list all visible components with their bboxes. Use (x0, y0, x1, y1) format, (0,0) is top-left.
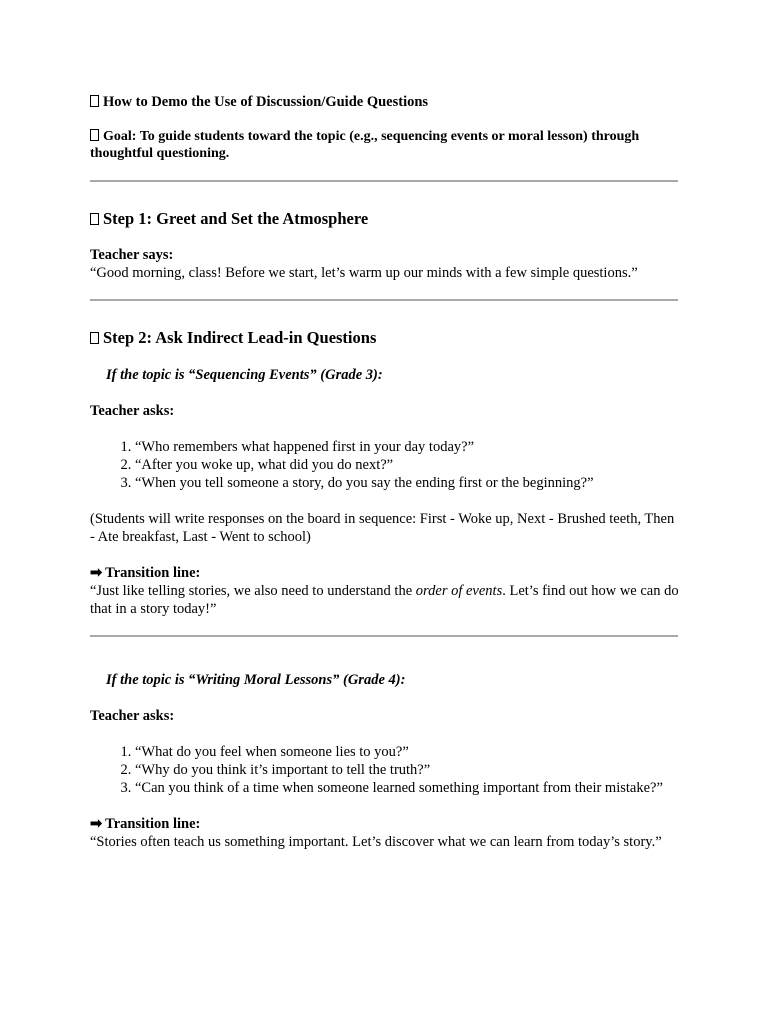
goal-statement (90, 128, 680, 162)
doc-title-text: How to Demo the Use of Discussion/Guide Questions (103, 94, 429, 110)
arrow-right-icon: ➡ (90, 565, 103, 581)
divider (90, 299, 678, 301)
topic-a-title: If the topic is “Sequencing Events” (Grade 3): (106, 367, 383, 383)
transition-emphasis: order of events (415, 583, 503, 599)
list-item: 2. “After you woke up, what did you do next?” (135, 456, 680, 474)
goal-text: Goal: To guide students toward the topic (e.g., sequencing events or moral lesson) through thoughtful questioning. (90, 129, 640, 161)
topic-b-transition-quote: “Stories often teach us something important. Let’s discover what we can learn from today’s story.” (90, 834, 662, 850)
list-item: 1. “Who remembers what happened first in your day today?” (135, 438, 680, 456)
step2-heading-text: Step 2: Ask Indirect Lead-in Questions (103, 328, 377, 347)
topic-a-question-list (90, 438, 680, 492)
topic-b-label: Teacher asks: (90, 708, 175, 724)
topic-a-label: Teacher asks: (90, 403, 175, 419)
missing-glyph-icon (90, 129, 99, 141)
transition-label-text: Transition line: (105, 816, 201, 832)
list-item: 3. “Can you think of a time when someone learned something important from their mistake?” (135, 779, 680, 797)
topic-a-transition-label (90, 564, 680, 582)
step1-heading (90, 209, 680, 229)
missing-glyph-icon (90, 213, 99, 225)
divider (90, 180, 678, 182)
document-page (90, 93, 680, 851)
step2-heading (90, 328, 680, 348)
missing-glyph-icon (90, 95, 99, 107)
topic-a-transition-quote (90, 582, 680, 618)
transition-label-text: Transition line: (105, 565, 201, 581)
step1-label: Teacher says: (90, 247, 174, 263)
topic-b-transition-label (90, 815, 680, 833)
list-item: 1. “What do you feel when someone lies to you?” (135, 743, 680, 761)
step1-heading-text: Step 1: Greet and Set the Atmosphere (103, 209, 369, 228)
divider (90, 635, 678, 637)
transition-quote-end: . Let’s find out how we can do that in a story today!” (90, 583, 679, 617)
topic-b-question-list (90, 743, 680, 797)
list-item: 3. “When you tell someone a story, do you say the ending first or the beginning?” (135, 474, 680, 492)
missing-glyph-icon (90, 332, 99, 344)
list-item: 2. “Why do you think it’s important to tell the truth?” (135, 761, 680, 779)
doc-title (90, 93, 680, 111)
arrow-right-icon: ➡ (90, 816, 103, 832)
topic-b-title: If the topic is “Writing Moral Lessons” (Grade 4): (106, 672, 406, 688)
topic-a-note: (Students will write responses on the board in sequence: First - Woke up, Next - Brushed teeth, Then - Ate breakfast, Last - Went to school) (90, 511, 675, 545)
step1-quote: “Good morning, class! Before we start, let’s warm up our minds with a few simple questions.” (90, 265, 638, 281)
transition-quote-start: “Just like telling stories, we also need to understand the (90, 583, 416, 599)
